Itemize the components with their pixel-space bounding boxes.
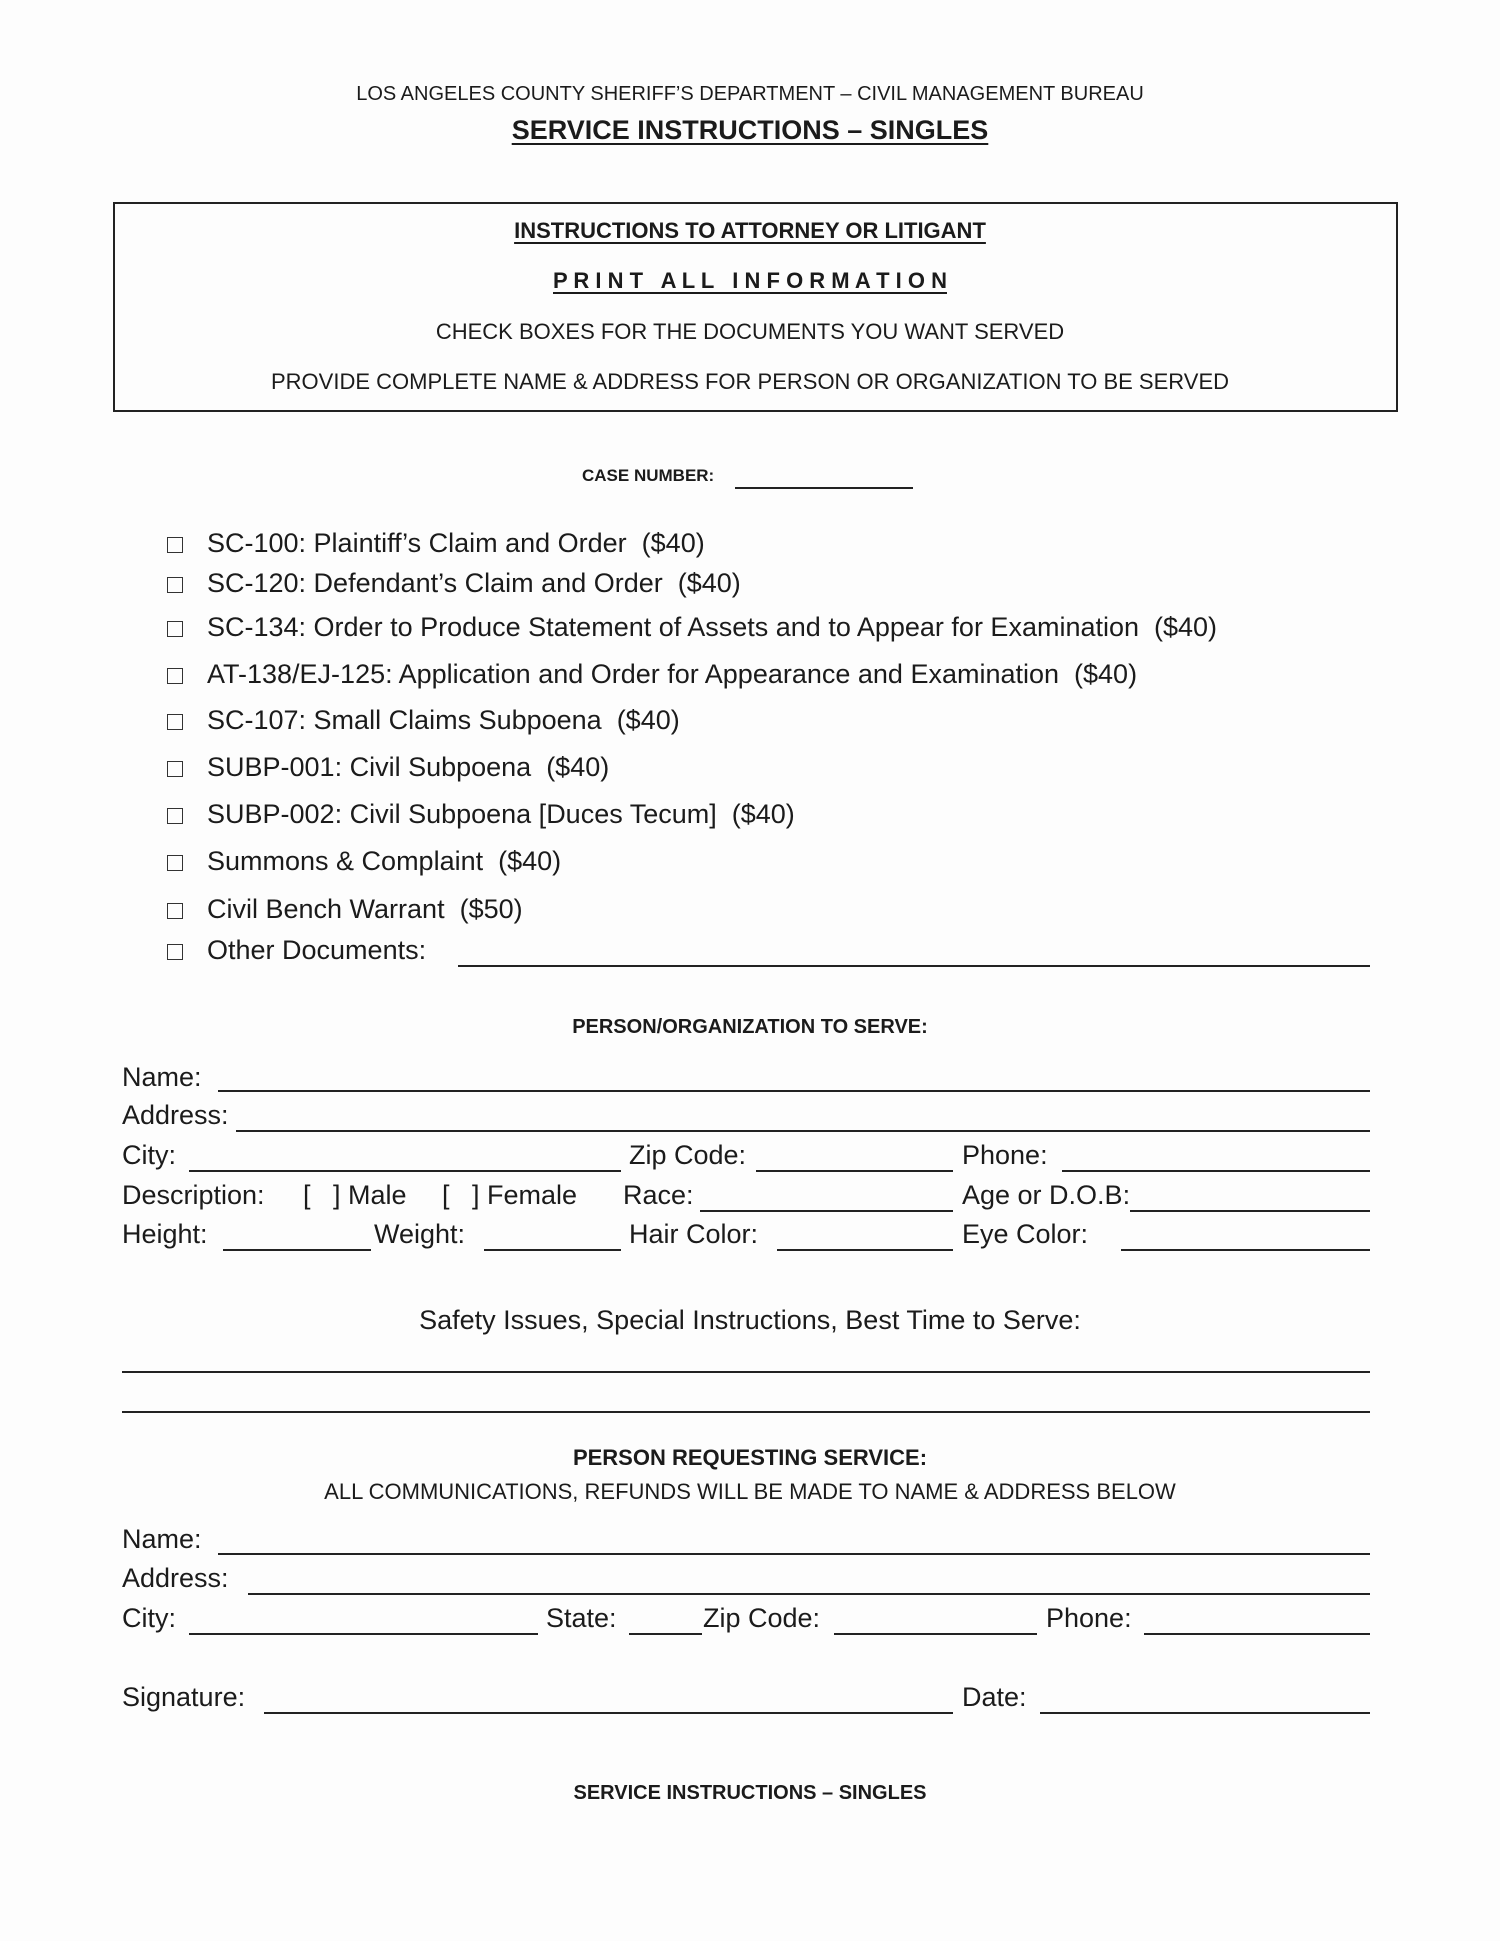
- other-documents-field[interactable]: [458, 965, 1370, 967]
- document-label: SC-100: Plaintiff’s Claim and Order ($40): [207, 528, 705, 558]
- hair-color-label: Hair Color:: [629, 1219, 759, 1249]
- race-label: Race:: [623, 1180, 694, 1210]
- height-field[interactable]: [223, 1249, 371, 1251]
- footer-title: SERVICE INSTRUCTIONS – SINGLES: [573, 1782, 927, 1804]
- requester-city-field[interactable]: [189, 1633, 538, 1635]
- document-checkbox[interactable]: [167, 668, 183, 684]
- requester-zip-field[interactable]: [834, 1633, 1037, 1635]
- document-checkbox[interactable]: [167, 855, 183, 871]
- eye-color-field[interactable]: [1121, 1249, 1370, 1251]
- case-number-field[interactable]: [735, 487, 913, 489]
- requester-phone-field[interactable]: [1144, 1633, 1370, 1635]
- document-label: AT-138/EJ-125: Application and Order for Appearance and Examination ($40): [207, 659, 1138, 689]
- serve-city-field[interactable]: [189, 1170, 621, 1172]
- case-number-label: CASE NUMBER:: [582, 466, 715, 485]
- hair-color-field[interactable]: [777, 1249, 953, 1251]
- requester-address-field[interactable]: [248, 1593, 1370, 1595]
- document-label: Summons & Complaint ($40): [207, 846, 562, 876]
- document-label: SC-134: Order to Produce Statement of Assets and to Appear for Examination ($40): [207, 612, 1218, 642]
- race-field[interactable]: [700, 1210, 953, 1212]
- serve-address-label: Address:: [122, 1100, 229, 1130]
- serve-name-label: Name:: [122, 1062, 202, 1092]
- weight-field[interactable]: [484, 1249, 621, 1251]
- document-label: Other Documents:: [207, 935, 427, 965]
- requester-name-field[interactable]: [218, 1553, 1370, 1555]
- weight-label: Weight:: [374, 1219, 466, 1249]
- safety-field-line-2[interactable]: [122, 1411, 1370, 1413]
- document-checkbox[interactable]: [167, 761, 183, 777]
- requester-note: ALL COMMUNICATIONS, REFUNDS WILL BE MADE TO NAME & ADDRESS BELOW: [324, 1479, 1176, 1504]
- female-checkbox[interactable]: [ ] Female: [442, 1180, 578, 1210]
- signature-field[interactable]: [264, 1712, 953, 1714]
- male-checkbox[interactable]: [ ] Male: [303, 1180, 407, 1210]
- requester-phone-label: Phone:: [1046, 1603, 1132, 1633]
- serve-heading: PERSON/ORGANIZATION TO SERVE:: [572, 1016, 928, 1038]
- eye-color-label: Eye Color:: [962, 1219, 1089, 1249]
- description-label: Description:: [122, 1180, 265, 1210]
- safety-issues-label: Safety Issues, Special Instructions, Best Time to Serve:: [419, 1305, 1081, 1335]
- provide-address-instruction: PROVIDE COMPLETE NAME & ADDRESS FOR PERSON OR ORGANIZATION TO BE SERVED: [271, 369, 1229, 394]
- document-label: SUBP-002: Civil Subpoena [Duces Tecum] ($40): [207, 799, 795, 829]
- serve-name-field[interactable]: [218, 1090, 1370, 1092]
- document-label: Civil Bench Warrant ($50): [207, 894, 523, 924]
- requester-address-label: Address:: [122, 1563, 229, 1593]
- requester-state-label: State:: [546, 1603, 617, 1633]
- department-header: LOS ANGELES COUNTY SHERIFF’S DEPARTMENT – CIVIL MANAGEMENT BUREAU: [356, 83, 1144, 105]
- form-title: SERVICE INSTRUCTIONS – SINGLES: [511, 115, 989, 145]
- serve-zip-label: Zip Code:: [629, 1140, 747, 1170]
- serve-phone-label: Phone:: [962, 1140, 1048, 1170]
- check-boxes-instruction: CHECK BOXES FOR THE DOCUMENTS YOU WANT SERVED: [435, 319, 1065, 344]
- requester-heading: PERSON REQUESTING SERVICE:: [572, 1445, 928, 1470]
- serve-phone-field[interactable]: [1062, 1170, 1370, 1172]
- document-checkbox[interactable]: [167, 714, 183, 730]
- signature-label: Signature:: [122, 1682, 246, 1712]
- date-label: Date:: [962, 1682, 1027, 1712]
- date-field[interactable]: [1040, 1712, 1370, 1714]
- height-label: Height:: [122, 1219, 208, 1249]
- document-checkbox[interactable]: [167, 537, 183, 553]
- document-checkbox[interactable]: [167, 808, 183, 824]
- serve-city-label: City:: [122, 1140, 176, 1170]
- document-checkbox[interactable]: [167, 903, 183, 919]
- safety-field-line-1[interactable]: [122, 1371, 1370, 1373]
- print-all-information: P R I N T A L L I N F O R M A T I O N: [553, 268, 947, 293]
- document-label: SUBP-001: Civil Subpoena ($40): [207, 752, 610, 782]
- requester-state-field[interactable]: [629, 1633, 702, 1635]
- document-label: SC-120: Defendant’s Claim and Order ($40): [207, 568, 741, 598]
- instructions-heading: INSTRUCTIONS TO ATTORNEY OR LITIGANT: [514, 218, 986, 243]
- document-checkbox[interactable]: [167, 944, 183, 960]
- requester-name-label: Name:: [122, 1524, 202, 1554]
- document-checkbox[interactable]: [167, 621, 183, 637]
- serve-address-field[interactable]: [236, 1130, 1370, 1132]
- age-dob-field[interactable]: [1130, 1210, 1370, 1212]
- document-label: SC-107: Small Claims Subpoena ($40): [207, 705, 680, 735]
- serve-zip-field[interactable]: [756, 1170, 953, 1172]
- requester-zip-label: Zip Code:: [703, 1603, 821, 1633]
- age-dob-label: Age or D.O.B:: [962, 1180, 1131, 1210]
- requester-city-label: City:: [122, 1603, 176, 1633]
- document-checkbox[interactable]: [167, 577, 183, 593]
